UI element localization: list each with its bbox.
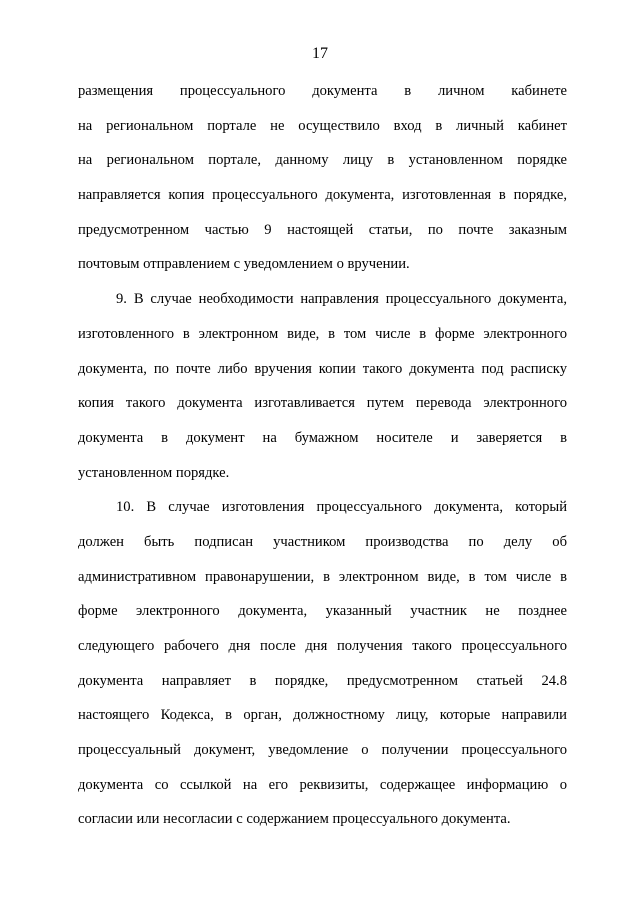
text-line: установленном порядке. <box>78 464 230 481</box>
text-line: документа со ссылкой на его реквизиты, содержащее информацию о <box>78 776 567 793</box>
text-line: 9. В случае необходимости направления процессуального документа, <box>116 291 567 308</box>
text-line: процессуальный документ, уведомление о получении процессуального <box>78 742 567 759</box>
text-line: на региональном портале не осуществило вход в личный кабинет <box>78 117 567 134</box>
text-line: согласии или несогласии с содержанием процессуального документа. <box>78 811 511 828</box>
text-line: следующего рабочего дня после дня получения такого процессуального <box>78 638 567 654</box>
text-line: административном правонарушении, в электронном виде, в том числе в <box>78 568 567 585</box>
text-line: предусмотренном частью 9 настоящей статьи, по почте заказным <box>78 221 567 238</box>
text-line: должен быть подписан участником производства по делу об <box>78 533 567 550</box>
text-line: изготовленного в электронном виде, в том числе в форме электронного <box>78 325 567 342</box>
text-line: на региональном портале, данному лицу в установленном порядке <box>78 152 567 169</box>
text-line: настоящего Кодекса, в орган, должностному лицу, которые направили <box>78 707 567 724</box>
text-line: документа, по почте либо вручения копии такого документа под расписку <box>78 360 567 377</box>
text-line: направляется копия процессуального документа, изготовленная в порядке, <box>78 187 567 204</box>
page-number: 17 <box>312 45 328 62</box>
text-line: документа в документ на бумажном носителе и заверяется в <box>78 429 567 446</box>
text-line: почтовым отправлением с уведомлением о вручении. <box>78 256 410 273</box>
text-line: размещения процессуального документа в личном кабинете <box>78 83 567 99</box>
text-line: документа направляет в порядке, предусмотренном статьей 24.8 <box>78 672 567 689</box>
text-line: 10. В случае изготовления процессуального документа, который <box>116 499 567 516</box>
text-line: копия такого документа изготавливается путем перевода электронного <box>78 395 567 412</box>
text-line: форме электронного документа, указанный участник не позднее <box>78 603 567 620</box>
paragraph-10 <box>78 497 567 844</box>
paragraph-9 <box>78 289 567 497</box>
paragraph-continuation <box>78 81 567 289</box>
document-body <box>78 81 567 844</box>
